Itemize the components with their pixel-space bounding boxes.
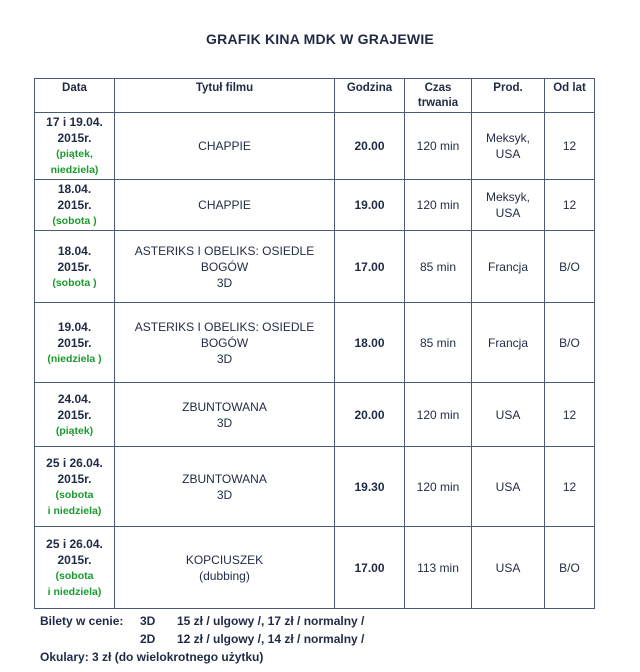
title-cell (115, 383, 335, 447)
table-row (35, 231, 595, 303)
production-country: Meksyk, USA (472, 180, 545, 231)
date-cell (35, 383, 115, 447)
age-rating: 12 (545, 447, 595, 527)
column-header-duration-line-2: trwania (417, 97, 459, 109)
column-header-duration-line-1: Czas (424, 82, 452, 94)
showtime: 18.00 (335, 303, 405, 383)
production-country: Francja (472, 231, 545, 303)
column-header-duration (405, 79, 472, 113)
production-country: USA (472, 447, 545, 527)
title-cell (115, 447, 335, 527)
age-rating: 12 (545, 113, 595, 180)
date-day-text: (piątek, niedziela) (50, 148, 99, 176)
age-rating: B/O (545, 231, 595, 303)
date-day-text: (sobota i niedziela) (47, 488, 102, 517)
duration: 120 min (405, 383, 472, 447)
showtime: 17.00 (335, 231, 405, 303)
date-text: 18.04. 2015r. (57, 182, 92, 212)
duration: 85 min (405, 303, 472, 383)
date-text: 24.04. 2015r. (57, 391, 92, 422)
date-cell (35, 527, 115, 609)
film-title-line: CHAPPIE (198, 139, 251, 153)
title-cell (115, 303, 335, 383)
age-rating: B/O (545, 303, 595, 383)
film-title-line: ZBUNTOWANA (182, 399, 267, 414)
production-country: Meksyk, USA (472, 113, 545, 180)
date-day-text: (sobota ) (52, 276, 97, 289)
duration: 85 min (405, 231, 472, 303)
table-row (35, 383, 595, 447)
tickets-label: Bilety w cenie: (40, 614, 124, 628)
table-row (35, 447, 595, 527)
title-cell (115, 113, 335, 180)
showtime: 17.00 (335, 527, 405, 609)
price-format-3d: 3D (140, 614, 156, 628)
price-format-2d: 2D (140, 632, 156, 646)
column-header-date: Data (35, 79, 115, 113)
table-row (35, 527, 595, 609)
film-title-line: 3D (216, 415, 233, 430)
date-cell (35, 231, 115, 303)
title-cell (115, 527, 335, 609)
date-text: 25 i 26.04. 2015r. (46, 455, 103, 486)
date-text: 17 i 19.04. 2015r. (46, 115, 103, 145)
date-text: 18.04. 2015r. (57, 243, 92, 274)
duration: 120 min (405, 180, 472, 231)
column-header-title: Tytuł filmu (115, 79, 335, 113)
duration: 120 min (405, 113, 472, 180)
film-title-line: (dubbing) (199, 568, 250, 583)
film-title-line: 3D (216, 351, 233, 366)
duration: 113 min (405, 527, 472, 609)
date-cell (35, 113, 115, 180)
date-text: 19.04. 2015r. (57, 319, 92, 350)
table-row (35, 303, 595, 383)
film-title-line: 3D (216, 487, 233, 502)
showtime: 20.00 (335, 113, 405, 180)
title-cell (115, 180, 335, 231)
glasses-info: Okulary: 3 zł (do wielokrotnego użytku) (40, 650, 264, 664)
showtime: 19.00 (335, 180, 405, 231)
production-country: USA (472, 383, 545, 447)
film-title-line: 3D (216, 275, 233, 290)
date-day-text: (sobota i niedziela) (47, 569, 102, 598)
film-title-line: KOPCIUSZEK (185, 552, 264, 567)
film-title-line: BOGÓW (200, 259, 249, 274)
duration: 120 min (405, 447, 472, 527)
price-text-2d: 12 zł / ulgowy /, 14 zł / normalny / (177, 632, 365, 646)
column-header-age: Od lat (545, 79, 595, 113)
showtime: 19.30 (335, 447, 405, 527)
table-row (35, 113, 595, 180)
date-day-text: (niedziela ) (47, 352, 102, 365)
showtime: 20.00 (335, 383, 405, 447)
schedule-table (34, 78, 595, 609)
price-text-3d: 15 zł / ulgowy /, 17 zł / normalny / (177, 614, 365, 628)
production-country: Francja (472, 303, 545, 383)
film-title-line: ASTERIKS I OBELIKS: OSIEDLE (134, 243, 315, 258)
age-rating: 12 (545, 180, 595, 231)
column-header-time: Godzina (335, 79, 405, 113)
film-title-line: ASTERIKS I OBELIKS: OSIEDLE (134, 319, 315, 334)
table-row (35, 180, 595, 231)
date-text: 25 i 26.04. 2015r. (46, 536, 103, 567)
production-country: USA (472, 527, 545, 609)
date-day-text: (sobota ) (52, 215, 97, 227)
date-day-text: (piątek) (55, 424, 94, 437)
title-cell (115, 231, 335, 303)
date-cell (35, 447, 115, 527)
age-rating: 12 (545, 383, 595, 447)
schedule-body (35, 113, 595, 609)
film-title-line: BOGÓW (200, 335, 249, 350)
date-cell (35, 303, 115, 383)
table-header-row (35, 79, 595, 113)
date-cell (35, 180, 115, 231)
age-rating: B/O (545, 527, 595, 609)
film-title-line: CHAPPIE (198, 198, 251, 212)
column-header-production: Prod. (472, 79, 545, 113)
film-title-line: ZBUNTOWANA (182, 471, 267, 486)
page-title: GRAFIK KINA MDK W GRAJEWIE (206, 31, 434, 47)
